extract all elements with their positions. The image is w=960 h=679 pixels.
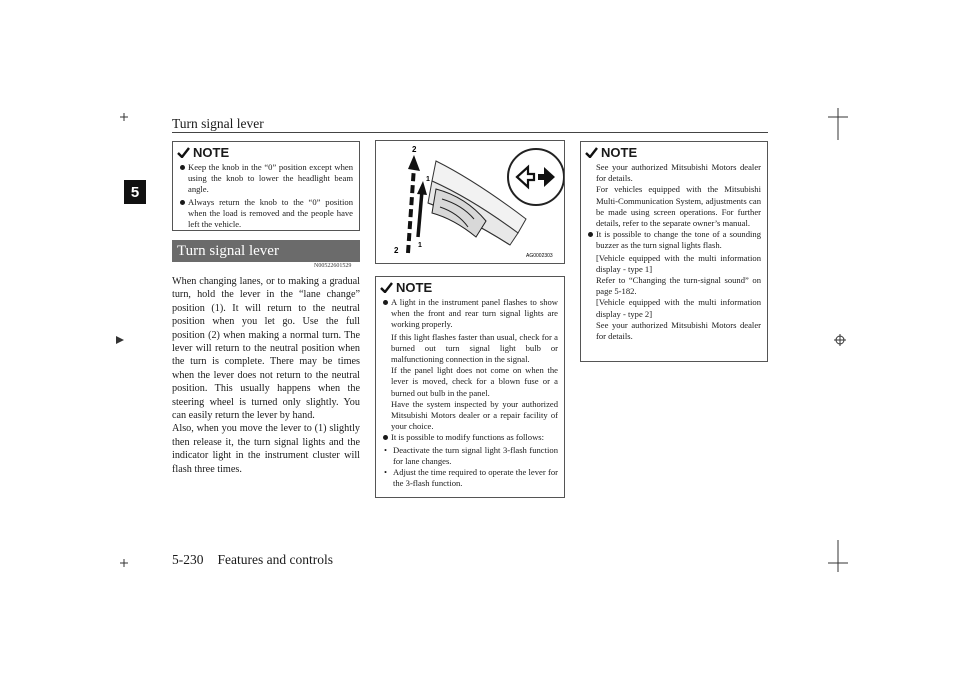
note-text: [Vehicle equipped with the multi information display - type 1] xyxy=(596,252,761,274)
note-text: See your authorized Mitsubishi Motors dealer for details. xyxy=(596,319,761,342)
turn-signal-indicator-icon xyxy=(508,149,564,205)
paragraph: Also, when you move the lever to (1) slightly then release it, the turn signal lights and the indicator light in the instrument cluster will flash three times. xyxy=(172,423,360,475)
note-sub-item: • Adjust the time required to operate the lever for the 3-flash function. xyxy=(382,467,558,489)
label-1-lower: 1 xyxy=(418,242,422,249)
note-box-col3 xyxy=(580,141,768,362)
turn-signal-figure xyxy=(375,140,565,264)
note-title: NOTE xyxy=(380,280,432,295)
page-number: 5-230 xyxy=(172,552,204,567)
note-bullet: It is possible to modify functions as follows: xyxy=(382,432,558,443)
note-check-icon xyxy=(380,282,393,293)
header-rule xyxy=(172,132,768,133)
note-box-col1 xyxy=(172,141,360,231)
note-title: NOTE xyxy=(585,145,637,160)
note-text: If the panel light does not come on when the lever is moved, check for a blown fuse or a burned out bulb in the panel. xyxy=(391,365,558,398)
note-bullet: A light in the instrument panel flashes to show when the front and rear turn signal lights are working properly. xyxy=(382,297,558,331)
note-sub-item: • Deactivate the turn signal light 3-flash function for lane changes. xyxy=(382,445,558,467)
note-text: If this light flashes faster than usual, check for a burned out turn signal light bulb or malfunctioning connection in the signal. xyxy=(391,331,558,365)
page-header-title: Turn signal lever xyxy=(172,116,264,131)
label-1-upper: 1 xyxy=(426,176,430,183)
note-text: Have the system inspected by your authorized Mitsubishi Motors dealer or a repair facility of your choice. xyxy=(391,398,558,432)
note-bullet: Always return the knob to the “0” position when the load is removed and the people have left the vehicle. xyxy=(179,197,353,231)
label-2-top: 2 xyxy=(412,145,417,154)
note-bullet: Keep the knob in the “0” position except when using the knob to lower the headlight beam angle. xyxy=(179,162,353,196)
note-check-icon xyxy=(585,147,598,158)
paragraph: When changing lanes, or to making a gradual turn, hold the lever in the “lane change” position (1). It will return to the neutral position when you let go. Use the full position (2) when making a normal turn. The lever will return to the neutral position when the turn is complete. There may be times when the lever does not return to the neutral position. This usually happens when the steering wheel is turned only slightly. You can easily return the lever by hand. xyxy=(172,276,360,422)
turn-signal-illustration xyxy=(376,141,564,263)
page-footer xyxy=(172,552,333,568)
note-body xyxy=(587,162,761,342)
note-body xyxy=(179,162,353,231)
note-title: NOTE xyxy=(177,145,229,160)
arrow-marks xyxy=(408,155,427,253)
note-box-col2 xyxy=(375,276,565,498)
note-text: [Vehicle equipped with the multi information display - type 2] xyxy=(596,297,761,319)
footer-section: Features and controls xyxy=(217,552,333,567)
chapter-tab: 5 xyxy=(124,180,146,204)
reference-id: N00522601529 xyxy=(314,263,352,269)
label-2-bottom: 2 xyxy=(394,246,399,255)
note-body xyxy=(382,297,558,489)
note-text: For vehicles equipped with the Mitsubishi Multi-Communication System, adjustments can be made using screen operations. For further details, refer to the separate owner’s manual. xyxy=(596,184,761,229)
note-bullet: It is possible to change the tone of a sounding buzzer as the turn signal lights flash. xyxy=(587,229,761,251)
note-text: See your authorized Mitsubishi Motors dealer for details. xyxy=(596,162,761,184)
note-text: Refer to “Changing the turn-signal sound” on page 5-182. xyxy=(596,275,761,297)
main-body-text xyxy=(172,275,360,476)
note-check-icon xyxy=(177,147,190,158)
section-title-bar: Turn signal lever xyxy=(172,240,360,262)
figure-id: AG0002303 xyxy=(526,253,553,259)
